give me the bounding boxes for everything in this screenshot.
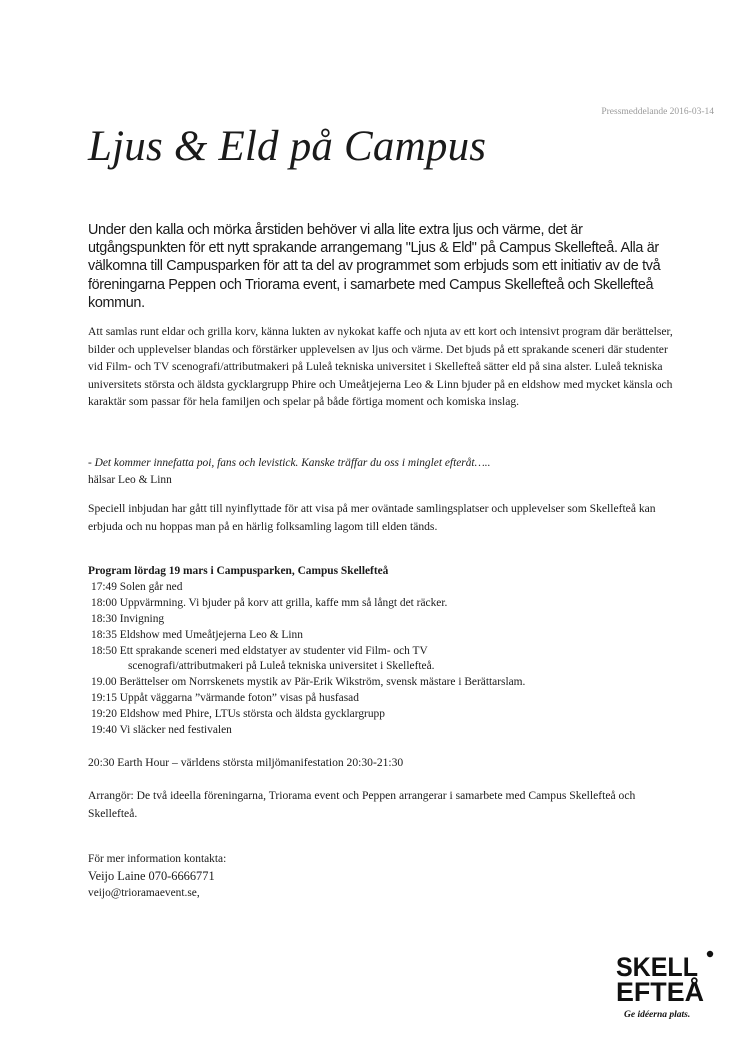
contact-email: veijo@trioramaevent.se,	[88, 887, 200, 899]
program-item	[91, 644, 688, 676]
quote-text: - Det kommer innefatta poi, fans och levistick. Kanske träffar du oss i minglet efteråt…..	[88, 457, 491, 469]
program-item-continuation: scenografi/attributmakeri på Luleå tekniska universitet i Skellefteå.	[128, 660, 435, 673]
logo-line-2: EFTEÅ	[616, 977, 705, 1007]
press-date: Pressmeddelande 2016-03-14	[601, 107, 714, 117]
body-paragraph-1: Att samlas runt eldar och grilla korv, känna lukten av nykokat kaffe och njuta av ett kort och intensivt program där berättelser, bilder och upplevelser blandas och förstärker upplevelsen av ljus och värme. Det bjuds på ett sprakande sceneri där studenter vid Film- och TV scenografi/attributmakeri på Luleå tekniska universitet i Skellefteå sätter eld på sina alster. Luleå tekniska universitets största och äldsta gycklargrupp Phire och Umeåtjejerna Leo & Linn bjuder på en eldshow med mycket känsla och karaktär som passar för hela familjen och spelar på både förtiga moment och komiska inslag.	[88, 325, 673, 409]
program-item: 19.00 Berättelser om Norrskenets mystik av Pär-Erik Wikström, svensk mästare i Berättarslam.	[91, 676, 526, 689]
program-item-text: 18:50 Ett sprakande sceneri med eldstatyer av studenter vid Film- och TV	[91, 644, 428, 657]
program-item: 19:15 Uppåt väggarna ”värmande foton” visas på husfasad	[91, 692, 359, 705]
earth-hour-line: 20:30 Earth Hour – världens största miljömanifestation 20:30-21:30	[88, 756, 404, 769]
program-item: 18:00 Uppvärmning. Vi bjuder på korv att grilla, kaffe mm så långt det räcker.	[91, 596, 448, 609]
contact-block	[88, 851, 226, 902]
program-list	[88, 580, 688, 739]
program-item: 18:30 Invigning	[91, 612, 165, 625]
program-section	[88, 564, 688, 739]
intro-paragraph: Under den kalla och mörka årstiden behöver vi alla lite extra ljus och värme, det är utgångspunkten för ett nytt sprakande arrangemang "Ljus & Eld" på Campus Skellefteå. Alla är välkomna till Campusparken för att ta del av programmet som erbjuds som ett initiativ av de två föreningarna Peppen och Triorama event, i samarbete med Campus Skellefteå och Skellefteå kommun.	[88, 222, 661, 311]
program-item: 19:20 Eldshow med Phire, LTUs största och äldsta gycklargrupp	[91, 708, 385, 721]
contact-name-phone: Veijo Laine 070-6666771	[88, 869, 215, 883]
logo-line-1: SKELL	[616, 952, 698, 982]
contact-heading: För mer information kontakta:	[88, 853, 227, 865]
page-title: Ljus & Eld på Campus	[88, 123, 487, 170]
logo-dot	[707, 951, 713, 957]
quote-block	[88, 455, 490, 489]
program-item: 17:49 Solen går ned	[91, 580, 183, 593]
logo-tagline: Ge idéerna plats.	[624, 1010, 691, 1020]
skelleftea-logo	[612, 949, 716, 1021]
program-heading: Program lördag 19 mars i Campusparken, Campus Skellefteå	[88, 565, 389, 577]
program-item: 18:35 Eldshow med Umeåtjejerna Leo & Linn	[91, 628, 303, 641]
program-item: 19:40 Vi släcker ned festivalen	[91, 724, 232, 737]
body-paragraph-2: Speciell inbjudan har gått till nyinflyttade för att visa på mer oväntade samlingsplatser och upplevelser som Skellefteå kan erbjuda och nu hoppas man på en härlig folksamling lagom till elden tänds.	[88, 502, 656, 533]
organizer-paragraph: Arrangör: De två ideella föreningarna, Triorama event och Peppen arrangerar i samarbete med Campus Skellefteå och Skellefteå.	[88, 789, 636, 820]
quote-signature: hälsar Leo & Linn	[88, 474, 172, 486]
